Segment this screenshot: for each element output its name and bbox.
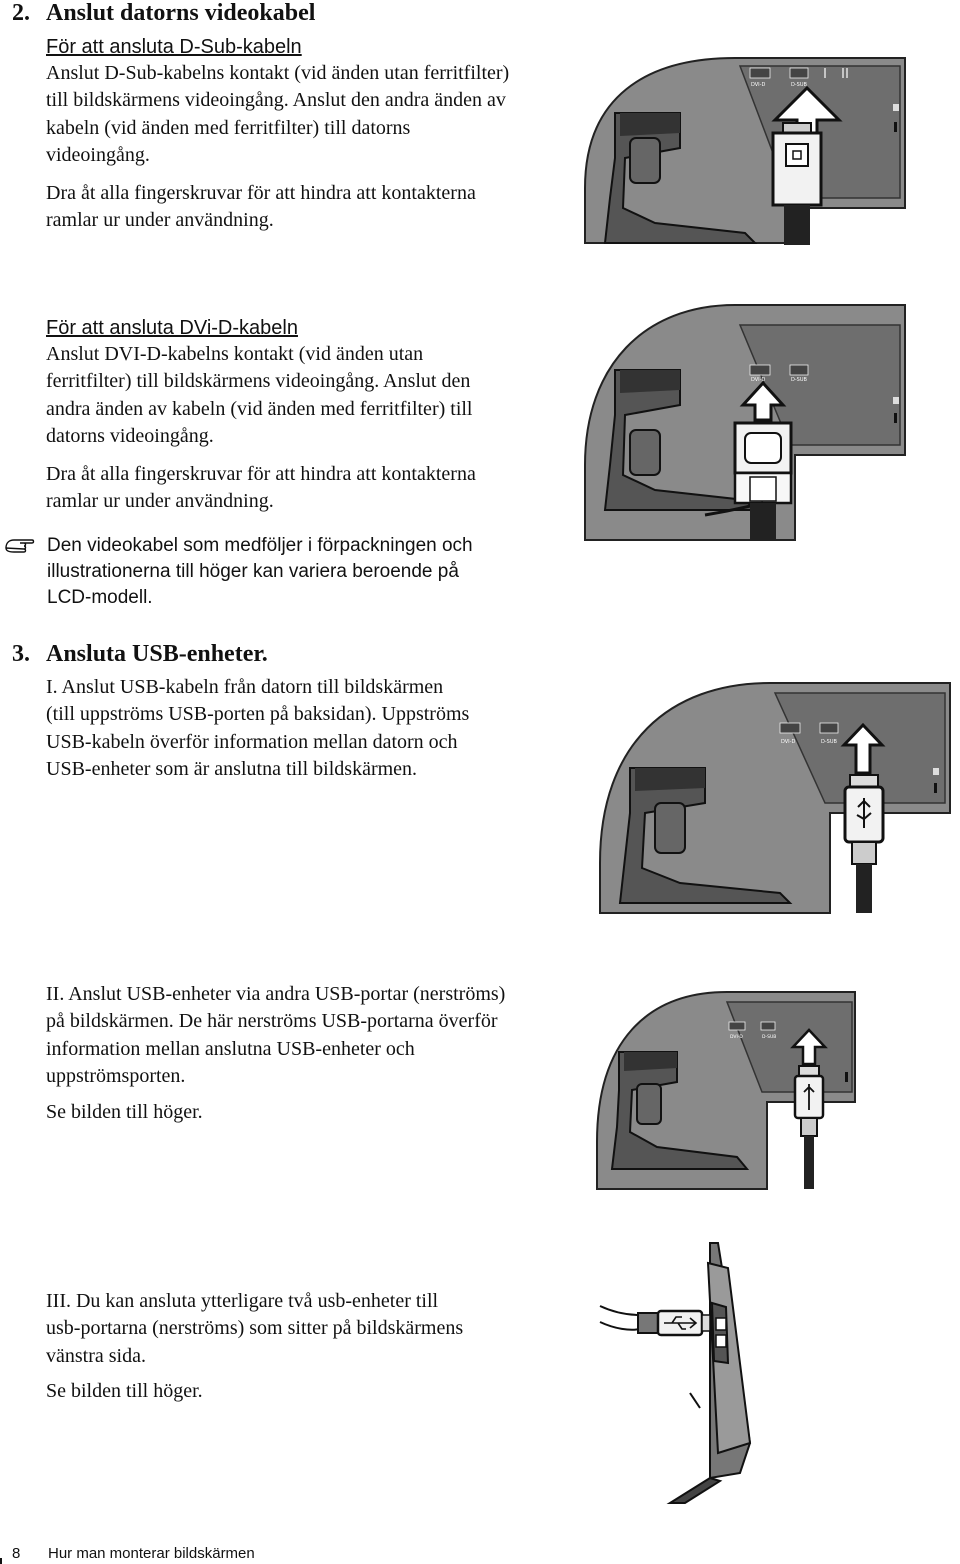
dvi-connection-figure [585, 305, 920, 540]
usb-step-2: II. Anslut USB-enheter via andra USB-portar (nerströms) på bildskärmen. De här nerströms USB-portarna överför information mellan anslutna USB-enheter och uppströmsporten. [46, 983, 506, 1087]
dvi-paragraph-2: Dra åt alla fingerskruvar för att hindra att kontakterna ramlar ur under användning. [46, 463, 476, 513]
usb-downstream-figure [597, 992, 859, 1189]
section-number: 2. [12, 0, 30, 26]
port-label-dvi: DVI-D [751, 377, 766, 383]
dsub-connection-figure [585, 58, 920, 243]
port-label-dvi: DVI-D [730, 1035, 743, 1040]
section-3-heading [12, 640, 268, 668]
pointing-hand-icon [4, 534, 36, 558]
section-2-heading [12, 0, 315, 27]
port-label-dvi: DVI-D [781, 739, 796, 745]
dvi-paragraph-1: Anslut DVI-D-kabelns kontakt (vid änden utan ferritfilter) till bildskärmens videoingång. Anslut den andra änden av kabeln (vid änden med ferritfilter) till datorns videoingång. [46, 343, 473, 447]
dvi-heading: För att ansluta DVi-D-kabeln [46, 317, 298, 339]
section-number: 3. [12, 641, 30, 667]
note-text: Den videokabel som medföljer i förpackningen och illustrationerna till höger kan variera beroende på LCD-modell. [47, 535, 473, 608]
usb-side-figure [600, 1243, 765, 1503]
note-icon [4, 534, 36, 558]
footer-rule [0, 1558, 2, 1564]
usb-step-1: I. Anslut USB-kabeln från datorn till bildskärmen (till uppströms USB-porten på baksidan). Uppströms USB-kabeln överför information mellan datorn och USB-enheter som är anslutna till bildskärmen. [46, 676, 470, 780]
usb-step-3: III. Du kan ansluta ytterligare två usb-enheter till usb-portarna (nerströms) som sitter på bildskärmens vänstra sida. [46, 1290, 464, 1367]
footer-title: Hur man monterar bildskärmen [48, 1545, 255, 1562]
usb-upstream-figure [600, 683, 960, 913]
port-label-dsub: D-SUB [791, 82, 807, 88]
section-title: Ansluta USB-enheter. [46, 641, 268, 667]
dsub-paragraph-1: Anslut D-Sub-kabelns kontakt (vid änden utan ferritfilter) till bildskärmens videoingång. Anslut den andra änden av kabeln (vid änden med ferritfilter) till datorns videoingång. [46, 62, 510, 166]
port-label-dsub: D-SUB [762, 1035, 777, 1040]
usb-step-2-see-figure: Se bilden till höger. [46, 1101, 203, 1123]
usb-step-3-see-figure: Se bilden till höger. [46, 1380, 203, 1402]
section-title: Anslut datorns videokabel [46, 0, 316, 26]
dsub-heading: För att ansluta D-Sub-kabeln [46, 36, 302, 58]
port-label-dsub: D-SUB [791, 377, 807, 383]
page-number: 8 [12, 1545, 21, 1562]
port-label-dsub: D-SUB [821, 739, 837, 745]
port-label-dvi: DVI-D [751, 82, 766, 88]
dsub-paragraph-2: Dra åt alla fingerskruvar för att hindra att kontakterna ramlar ur under användning. [46, 182, 476, 232]
